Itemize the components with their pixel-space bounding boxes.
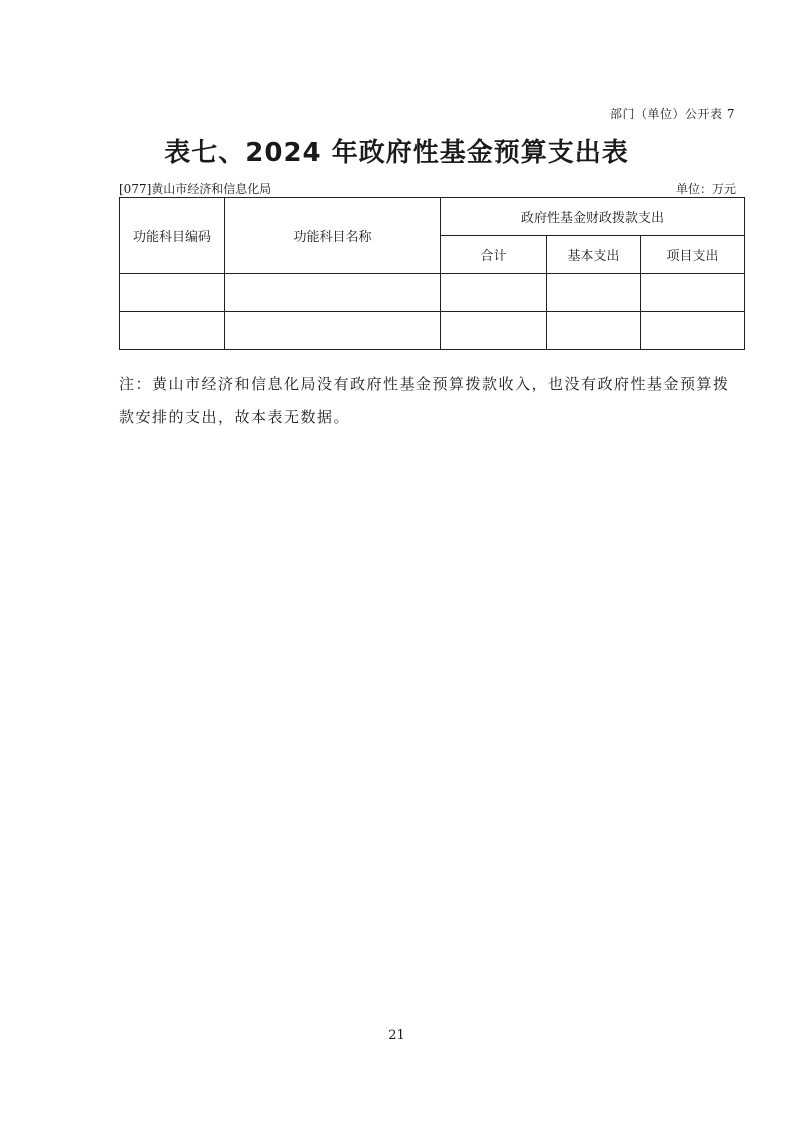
- table-header-row: [120, 198, 745, 236]
- table-cell: [120, 274, 225, 312]
- table-cell: [641, 274, 745, 312]
- table-cell: [641, 312, 745, 350]
- table-cell: [120, 312, 225, 350]
- table-row: [120, 312, 745, 350]
- table-cell: [225, 274, 441, 312]
- column-header-name: 功能科目名称: [225, 198, 441, 274]
- column-header-code: 功能科目编码: [120, 198, 225, 274]
- table-cell: [547, 274, 641, 312]
- table-cell: [441, 274, 547, 312]
- table-meta-row: [119, 180, 736, 197]
- unit-label: 单位：万元: [675, 182, 736, 196]
- budget-table: [119, 197, 745, 350]
- page-number: 21: [388, 1028, 405, 1043]
- column-header-group: 政府性基金财政拨款支出: [441, 198, 745, 236]
- table-row: [120, 274, 745, 312]
- table-cell: [441, 312, 547, 350]
- table-number-label: 部门（单位）公开表 7: [610, 107, 735, 121]
- column-header-project: 项目支出: [641, 236, 745, 274]
- column-header-total: 合计: [441, 236, 547, 274]
- column-header-basic: 基本支出: [547, 236, 641, 274]
- table-cell: [547, 312, 641, 350]
- table-cell: [225, 312, 441, 350]
- unit-name: [077]黄山市经济和信息化局: [119, 182, 272, 196]
- table-note: 注：黄山市经济和信息化局没有政府性基金预算拨款收入，也没有政府性基金预算拨款安排的支出，故本表无数据。: [119, 375, 730, 426]
- page-title: 表七、2024 年政府性基金预算支出表: [164, 138, 629, 168]
